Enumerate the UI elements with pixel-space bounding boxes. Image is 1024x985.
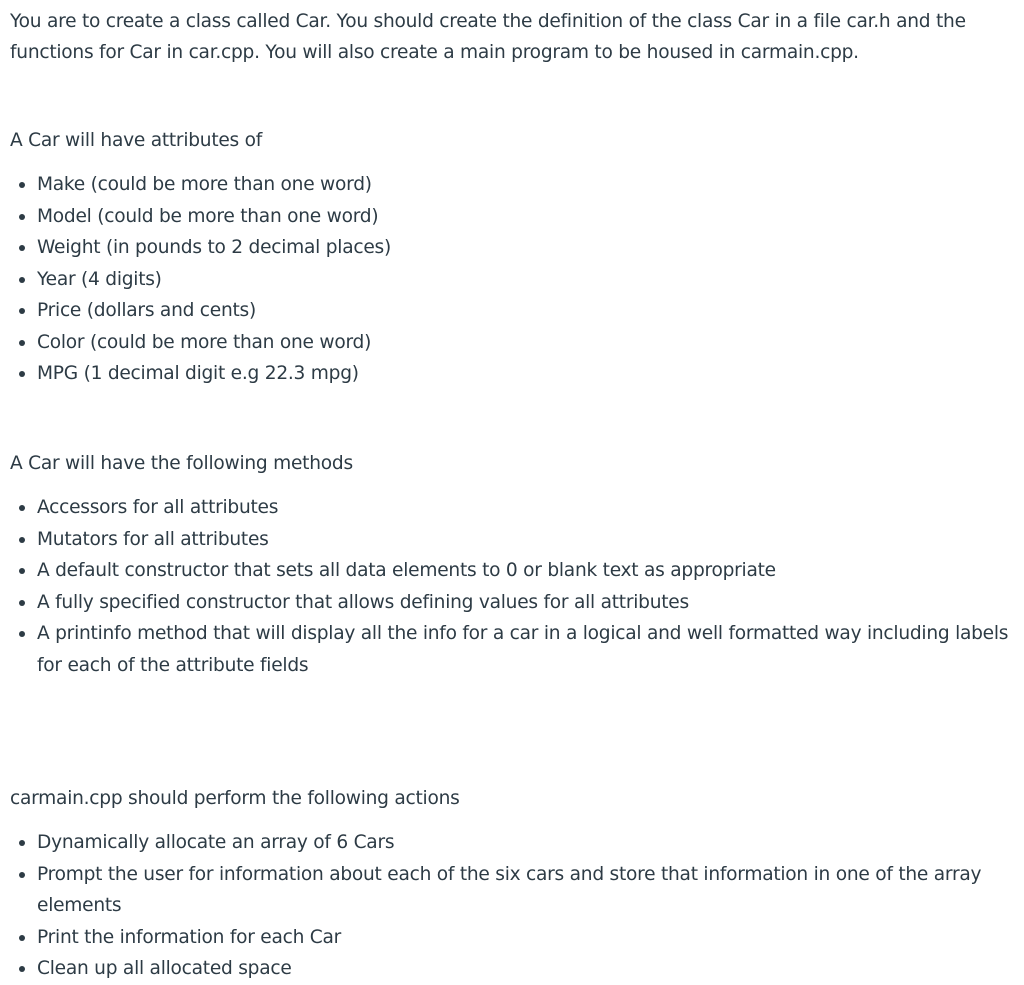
list-item: Price (dollars and cents) [10,295,1020,327]
list-item: Make (could be more than one word) [10,169,1020,201]
list-item: A default constructor that sets all data elements to 0 or blank text as appropriate [10,555,1020,587]
list-item: Accessors for all attributes [10,492,1020,524]
list-item: Clean up all allocated space [10,953,1020,985]
list-item: Prompt the user for information about each of the six cars and store that information in one of the array elements [10,859,1020,922]
attributes-heading: A Car will have attributes of [10,130,263,151]
list-item: Model (could be more than one word) [10,201,1020,233]
list-item: Color (could be more than one word) [10,327,1020,359]
list-item: Weight (in pounds to 2 decimal places) [10,232,1020,264]
methods-heading: A Car will have the following methods [10,453,353,474]
list-item: Mutators for all attributes [10,524,1020,556]
list-item: Year (4 digits) [10,264,1020,296]
list-item: MPG (1 decimal digit e.g 22.3 mpg) [10,358,1020,390]
main-actions-list [10,827,1020,985]
main-actions-heading: carmain.cpp should perform the following actions [10,788,460,809]
list-item: Dynamically allocate an array of 6 Cars [10,827,1020,859]
list-item: A fully specified constructor that allows defining values for all attributes [10,587,1020,619]
attributes-list [10,169,1020,390]
list-item: A printinfo method that will display all the info for a car in a logical and well formatted way including labels for each of the attribute fields [10,618,1020,681]
list-item: Print the information for each Car [10,922,1020,954]
intro-paragraph: You are to create a class called Car. You should create the definition of the class Car in a file car.h and the functions for Car in car.cpp. You will also create a main program to be housed in carmain.cpp. [10,11,966,63]
methods-list [10,492,1020,681]
